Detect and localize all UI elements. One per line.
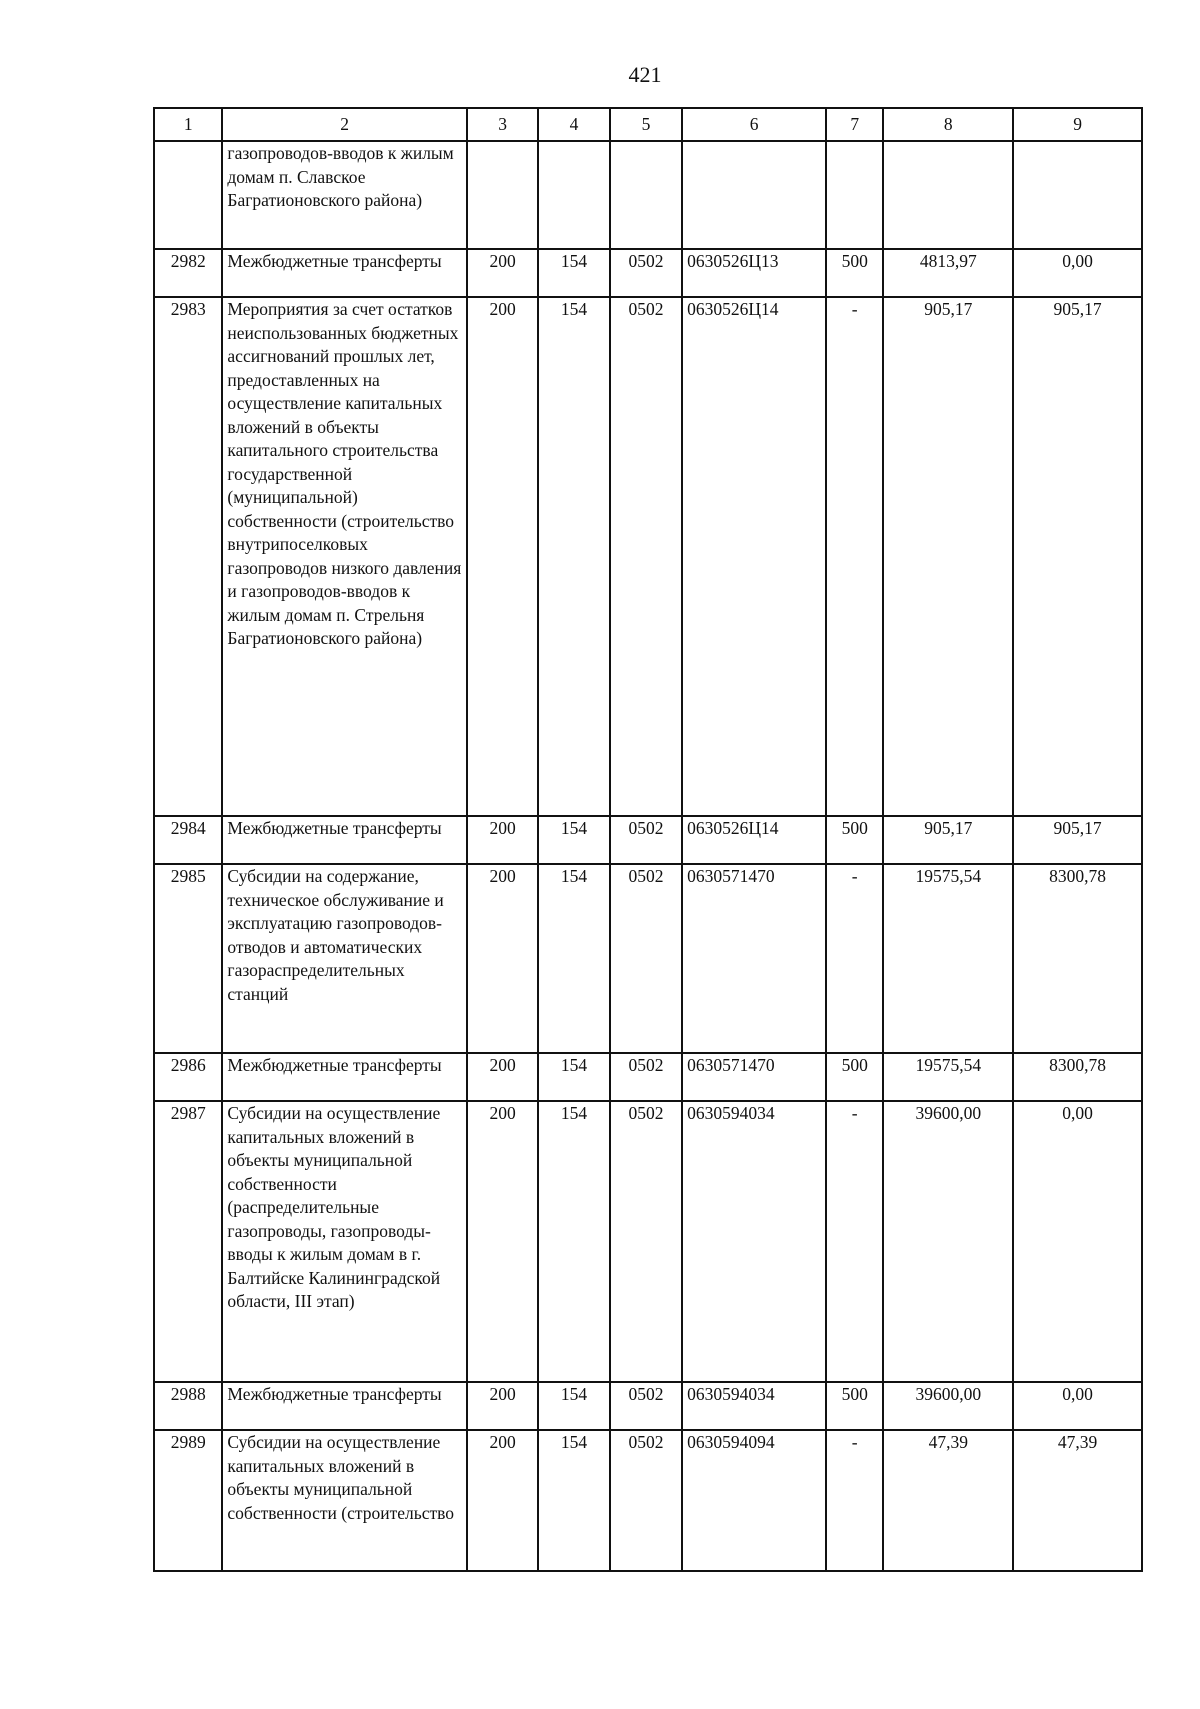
row-number: 2985: [154, 864, 222, 1053]
cell-col5: 0502: [610, 297, 682, 816]
cell-col6: 0630594034: [682, 1382, 826, 1430]
table-row: [154, 816, 1142, 864]
row-name: Субсидии на осуществление капитальных вложений в объекты муниципальной собственности (строительство: [222, 1430, 466, 1571]
table-row: [154, 141, 1142, 249]
row-name: Межбюджетные трансферты: [222, 1382, 466, 1430]
cell-col4: 154: [538, 1382, 609, 1430]
cell-col6: 0630526Ц13: [682, 249, 826, 297]
cell-col9: [1013, 141, 1142, 249]
table-row: [154, 297, 1142, 816]
cell-col7: [826, 141, 883, 249]
cell-col3: 200: [467, 816, 538, 864]
cell-col9: 8300,78: [1013, 864, 1142, 1053]
column-header-8: 8: [883, 108, 1013, 141]
column-header-1: 1: [154, 108, 222, 141]
table-row: [154, 1382, 1142, 1430]
cell-col3: 200: [467, 1382, 538, 1430]
cell-col4: [538, 141, 609, 249]
table-row: [154, 864, 1142, 1053]
cell-col8: 39600,00: [883, 1382, 1013, 1430]
column-header-9: 9: [1013, 108, 1142, 141]
cell-col7: 500: [826, 816, 883, 864]
cell-col9: 905,17: [1013, 297, 1142, 816]
row-name: газопроводов-вводов к жилым домам п. Славское Багратионовского района): [222, 141, 466, 249]
row-number: 2984: [154, 816, 222, 864]
row-number: 2983: [154, 297, 222, 816]
column-header-6: 6: [682, 108, 826, 141]
cell-col6: 0630594094: [682, 1430, 826, 1571]
row-name: Мероприятия за счет остатков неиспользованных бюджетных ассигнований прошлых лет, предоставленных на осуществление капитальных вложений в объекты капитального строительства государственной (муниципальной) собственности (строительство внутрипоселковых газопроводов низкого давления и газопроводов-вводов к жилым домам п. Стрельня Багратионовского района): [222, 297, 466, 816]
cell-col5: [610, 141, 682, 249]
cell-col7: 500: [826, 1382, 883, 1430]
cell-col5: 0502: [610, 1382, 682, 1430]
column-header-4: 4: [538, 108, 609, 141]
column-header-3: 3: [467, 108, 538, 141]
cell-col8: 4813,97: [883, 249, 1013, 297]
cell-col9: 905,17: [1013, 816, 1142, 864]
budget-table: [153, 107, 1143, 1572]
row-number: 2988: [154, 1382, 222, 1430]
cell-col4: 154: [538, 249, 609, 297]
cell-col4: 154: [538, 1430, 609, 1571]
cell-col8: 47,39: [883, 1430, 1013, 1571]
cell-col8: 905,17: [883, 816, 1013, 864]
cell-col3: 200: [467, 249, 538, 297]
cell-col6: 0630571470: [682, 864, 826, 1053]
cell-col5: 0502: [610, 864, 682, 1053]
table-row: [154, 249, 1142, 297]
row-number: 2989: [154, 1430, 222, 1571]
cell-col7: 500: [826, 1053, 883, 1101]
cell-col3: 200: [467, 1101, 538, 1382]
cell-col9: 0,00: [1013, 1101, 1142, 1382]
column-header-5: 5: [610, 108, 682, 141]
page-number: 421: [628, 62, 662, 87]
cell-col9: 8300,78: [1013, 1053, 1142, 1101]
row-name: Межбюджетные трансферты: [222, 1053, 466, 1101]
cell-col4: 154: [538, 1053, 609, 1101]
cell-col7: 500: [826, 249, 883, 297]
cell-col3: [467, 141, 538, 249]
row-name: Субсидии на содержание, техническое обслуживание и эксплуатацию газопроводов-отводов и автоматических газораспределительных станций: [222, 864, 466, 1053]
table-row: [154, 1101, 1142, 1382]
cell-col7: -: [826, 297, 883, 816]
cell-col6: 0630594034: [682, 1101, 826, 1382]
cell-col3: 200: [467, 297, 538, 816]
cell-col9: 0,00: [1013, 1382, 1142, 1430]
cell-col4: 154: [538, 1101, 609, 1382]
row-name: Межбюджетные трансферты: [222, 816, 466, 864]
cell-col4: 154: [538, 864, 609, 1053]
column-header-7: 7: [826, 108, 883, 141]
row-number: 2982: [154, 249, 222, 297]
cell-col5: 0502: [610, 816, 682, 864]
cell-col8: 19575,54: [883, 864, 1013, 1053]
cell-col8: 905,17: [883, 297, 1013, 816]
row-name: Межбюджетные трансферты: [222, 249, 466, 297]
cell-col8: 19575,54: [883, 1053, 1013, 1101]
cell-col4: 154: [538, 816, 609, 864]
table-row: [154, 1053, 1142, 1101]
cell-col3: 200: [467, 1430, 538, 1571]
cell-col6: 0630571470: [682, 1053, 826, 1101]
cell-col5: 0502: [610, 1053, 682, 1101]
cell-col7: -: [826, 864, 883, 1053]
cell-col6: [682, 141, 826, 249]
cell-col8: 39600,00: [883, 1101, 1013, 1382]
cell-col5: 0502: [610, 1101, 682, 1382]
cell-col4: 154: [538, 297, 609, 816]
cell-col6: 0630526Ц14: [682, 816, 826, 864]
cell-col7: -: [826, 1430, 883, 1571]
cell-col7: -: [826, 1101, 883, 1382]
cell-col3: 200: [467, 864, 538, 1053]
cell-col6: 0630526Ц14: [682, 297, 826, 816]
row-number: 2987: [154, 1101, 222, 1382]
row-name: Субсидии на осуществление капитальных вложений в объекты муниципальной собственности (распределительные газопроводы, газопроводы-вводы к жилым домам в г. Балтийске Калининградской области, III этап): [222, 1101, 466, 1382]
cell-col8: [883, 141, 1013, 249]
column-header-2: 2: [222, 108, 466, 141]
header-row: [154, 108, 1142, 141]
cell-col9: 47,39: [1013, 1430, 1142, 1571]
cell-col3: 200: [467, 1053, 538, 1101]
row-number: [154, 141, 222, 249]
cell-col9: 0,00: [1013, 249, 1142, 297]
table-row: [154, 1430, 1142, 1571]
cell-col5: 0502: [610, 249, 682, 297]
row-number: 2986: [154, 1053, 222, 1101]
cell-col5: 0502: [610, 1430, 682, 1571]
